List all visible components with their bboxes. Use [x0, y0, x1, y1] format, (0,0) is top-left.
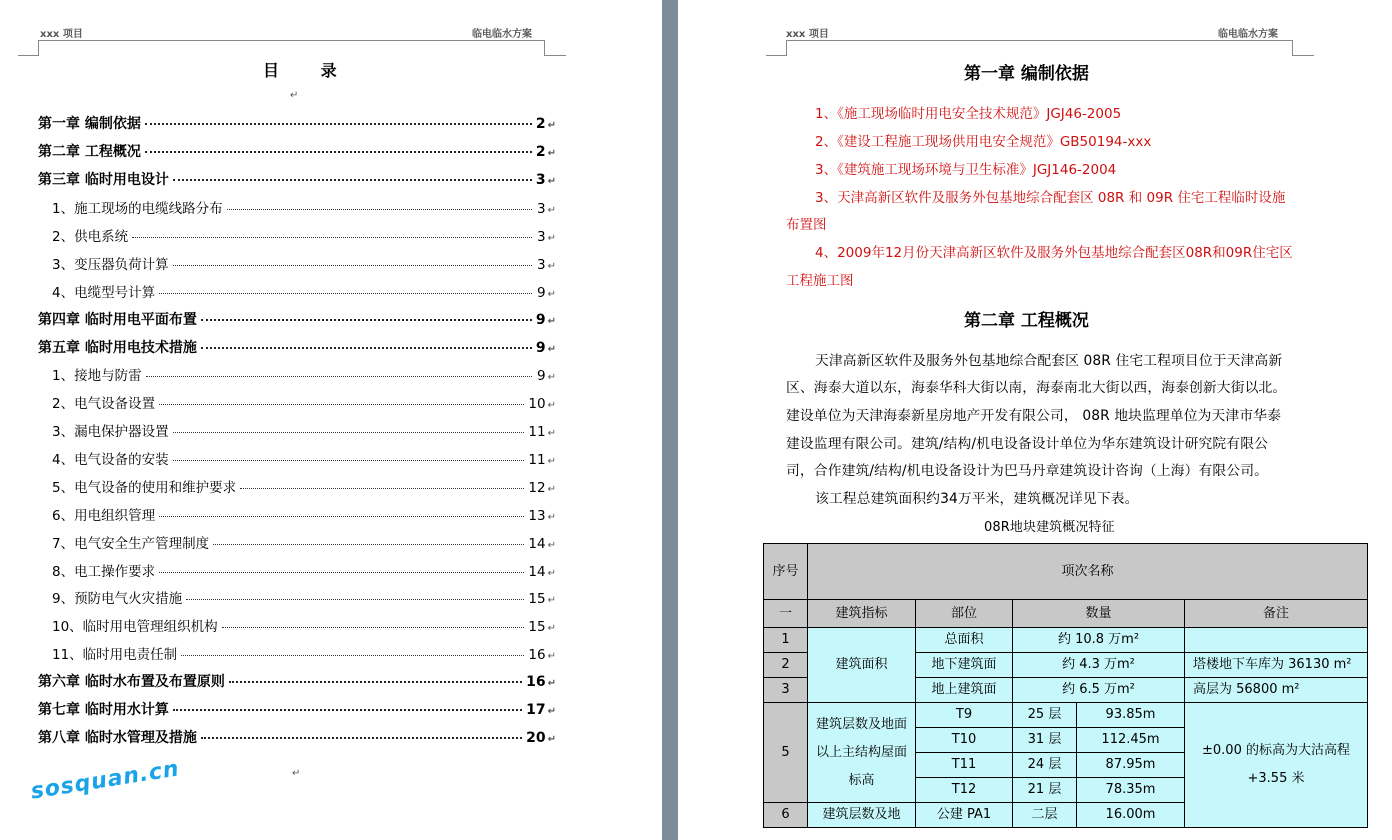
toc-dot-leader — [145, 123, 532, 125]
toc-page-number: 14 — [528, 564, 546, 580]
height-floors: 25 层 — [1013, 703, 1077, 728]
paragraph-mark: ↵ — [547, 233, 556, 244]
toc-chapter-entry[interactable] — [38, 309, 556, 331]
toc-chapter-entry[interactable] — [38, 141, 556, 163]
toc-entry-label: 第三章 临时用电设计 — [38, 172, 169, 188]
area-note: 高层为 56800 m² — [1185, 678, 1368, 703]
toc-section-entry[interactable] — [38, 504, 556, 526]
header-part: 部位 — [916, 600, 1013, 628]
header-corner-left — [38, 40, 39, 56]
body-text-line: 建设监理有限公司。建筑/结构/机电设备设计单位为华东建筑设计研究院有限公 — [786, 436, 1268, 452]
header-seq: 序号 — [764, 544, 808, 600]
row-seq: 2 — [764, 653, 808, 678]
height-part: T9 — [916, 703, 1013, 728]
area-group: 建筑面积 — [808, 628, 916, 703]
reference-item: 4、2009年12月份天津高新区软件及服务外包基地综合配套区08R和09R住宅区 — [815, 245, 1293, 261]
header-note: 备注 — [1185, 600, 1368, 628]
toc-section-entry[interactable] — [38, 392, 556, 414]
toc-dot-leader — [173, 179, 532, 181]
toc-entry-label: 3、漏电保护器设置 — [52, 424, 169, 440]
chapter1-title: 第一章 编制依据 — [964, 64, 1089, 84]
toc-title: 目 录 — [263, 61, 355, 80]
area-qty: 约 10.8 万m² — [1013, 628, 1185, 653]
paragraph-mark: ↵ — [547, 568, 556, 579]
toc-dot-leader — [159, 404, 524, 405]
toc-page-number: 2 — [535, 116, 546, 132]
toc-chapter-entry[interactable] — [38, 699, 556, 721]
toc-dot-leader — [222, 627, 525, 628]
last-floors: 二层 — [1013, 803, 1077, 828]
paragraph-mark: ↵ — [547, 678, 556, 689]
toc-dot-leader — [159, 516, 524, 517]
toc-section-entry[interactable] — [38, 615, 556, 637]
reference-item-cont: 布置图 — [786, 217, 827, 233]
toc-dot-leader — [159, 572, 524, 573]
toc-page-number: 16 — [528, 647, 546, 663]
toc-page-number: 13 — [528, 508, 546, 524]
toc-dot-leader — [146, 376, 532, 377]
toc-dot-leader — [240, 488, 524, 489]
paragraph-mark: ↵ — [547, 706, 556, 717]
header-project-left: xxx 项目 — [786, 29, 829, 40]
toc-page-number: 16 — [526, 674, 546, 690]
document-page-left — [0, 0, 662, 840]
toc-chapter-entry[interactable] — [38, 727, 556, 749]
page-gutter — [662, 0, 678, 840]
toc-page-number: 20 — [526, 730, 546, 746]
height-part: T11 — [916, 753, 1013, 778]
paragraph-mark: ↵ — [547, 400, 556, 411]
toc-dot-leader — [173, 432, 525, 433]
toc-page-number: 3 — [535, 172, 546, 188]
toc-page-number: 12 — [528, 480, 546, 496]
toc-page-number: 17 — [526, 702, 546, 718]
area-part: 地下建筑面 — [916, 653, 1013, 678]
toc-page-number: 14 — [528, 536, 546, 552]
toc-section-entry[interactable] — [38, 643, 556, 665]
paragraph-mark: ↵ — [547, 176, 556, 187]
paragraph-mark: ↵ — [547, 372, 556, 383]
area-qty: 约 6.5 万m² — [1013, 678, 1185, 703]
toc-entry-label: 第八章 临时水管理及措施 — [38, 730, 197, 746]
toc-page-number: 10 — [528, 396, 546, 412]
toc-entry-label: 2、供电系统 — [52, 229, 129, 245]
toc-page-number: 9 — [535, 312, 546, 328]
toc-entry-label: 9、预防电气火灾措施 — [52, 591, 183, 607]
paragraph-mark: ↵ — [547, 540, 556, 551]
paragraph-mark: ↵ — [547, 148, 556, 159]
paragraph-mark: ↵ — [547, 512, 556, 523]
toc-section-entry[interactable] — [38, 476, 556, 498]
toc-entry-label: 7、电气安全生产管理制度 — [52, 536, 210, 552]
header-title-right: 临电临水方案 — [472, 29, 532, 40]
toc-dot-leader — [181, 655, 524, 656]
paragraph-mark: ↵ — [547, 734, 556, 745]
toc-section-entry[interactable] — [38, 448, 556, 470]
header-corner-left — [786, 40, 787, 56]
paragraph-mark: ↵ — [547, 120, 556, 131]
height-floors: 21 层 — [1013, 778, 1077, 803]
toc-section-entry[interactable] — [38, 281, 556, 303]
paragraph-mark: ↵ — [547, 205, 556, 216]
toc-section-entry[interactable] — [38, 253, 556, 275]
reference-item: 1、《施工现场临时用电安全技术规范》JGJ46-2005 — [815, 106, 1122, 122]
header-corner-right — [1292, 40, 1293, 56]
paragraph-mark: ↵ — [547, 484, 556, 495]
area-part: 总面积 — [916, 628, 1013, 653]
toc-dot-leader — [213, 544, 524, 545]
toc-entry-label: 4、电气设备的安装 — [52, 452, 169, 468]
header-project-left: xxx 项目 — [40, 29, 83, 40]
header-margin-right — [544, 55, 566, 56]
toc-section-entry[interactable] — [38, 364, 556, 386]
reference-item: 3、天津高新区软件及服务外包基地综合配套区 08R 和 09R 住宅工程临时设施 — [815, 190, 1286, 206]
toc-entry-label: 11、临时用电责任制 — [52, 647, 178, 663]
area-part: 地上建筑面 — [916, 678, 1013, 703]
toc-page-number: 15 — [528, 591, 546, 607]
toc-entry-label: 第二章 工程概况 — [38, 144, 141, 160]
height-part: T12 — [916, 778, 1013, 803]
header-margin-right — [1292, 55, 1314, 56]
body-text-line: 该工程总建筑面积约34万平米，建筑概况详见下表。 — [815, 491, 1139, 507]
toc-dot-leader — [227, 209, 532, 210]
building-overview-table — [763, 543, 1368, 828]
area-note — [1185, 628, 1368, 653]
toc-chapter-entry[interactable] — [38, 113, 556, 135]
toc-entry-label: 6、用电组织管理 — [52, 508, 156, 524]
watermark-logo: sosquan.cn — [28, 756, 182, 805]
last-height: 16.00m — [1077, 803, 1185, 828]
height-floors: 31 层 — [1013, 728, 1077, 753]
toc-dot-leader — [173, 460, 525, 461]
paragraph-mark: ↵ — [292, 768, 301, 779]
toc-entry-label: 5、电气设备的使用和维护要求 — [52, 480, 237, 496]
height-group: 建筑层数及地面以上主结构屋面标高 — [808, 703, 916, 803]
toc-entry-label: 1、施工现场的电缆线路分布 — [52, 201, 223, 217]
height-floors: 24 层 — [1013, 753, 1077, 778]
row-seq: 5 — [764, 703, 808, 803]
toc-dot-leader — [229, 681, 522, 683]
toc-entry-label: 3、变压器负荷计算 — [52, 257, 169, 273]
toc-dot-leader — [145, 151, 532, 153]
toc-section-entry[interactable] — [38, 560, 556, 582]
paragraph-mark: ↵ — [290, 90, 299, 101]
header-index: 建筑指标 — [808, 600, 916, 628]
body-text-line: 区、海泰大道以东，海泰华科大街以南，海泰南北大街以西，海泰创新大街以北。 — [786, 380, 1287, 396]
toc-entry-label: 第七章 临时用水计算 — [38, 702, 169, 718]
height-value: 112.45m — [1077, 728, 1185, 753]
toc-section-entry[interactable] — [38, 225, 556, 247]
paragraph-mark: ↵ — [547, 289, 556, 300]
height-value: 93.85m — [1077, 703, 1185, 728]
paragraph-mark: ↵ — [547, 651, 556, 662]
toc-page-number: 15 — [528, 619, 546, 635]
chapter2-title: 第二章 工程概况 — [964, 311, 1089, 331]
area-note: 塔楼地下车库为 36130 m² — [1185, 653, 1368, 678]
toc-entry-label: 10、临时用电管理组织机构 — [52, 619, 218, 635]
reference-item: 2、《建设工程施工现场供用电安全规范》GB50194-xxx — [815, 134, 1152, 150]
paragraph-mark: ↵ — [547, 623, 556, 634]
toc-page-number: 3 — [537, 229, 546, 245]
reference-item: 3、《建筑施工现场环境与卫生标准》JGJ146-2004 — [815, 162, 1117, 178]
toc-entry-label: 第六章 临时水布置及布置原则 — [38, 674, 225, 690]
table-caption: 08R地块建筑概况特征 — [984, 520, 1115, 535]
toc-page-number: 3 — [537, 201, 546, 217]
row-seq: 1 — [764, 628, 808, 653]
toc-chapter-entry[interactable] — [38, 337, 556, 359]
header-margin-left — [766, 55, 786, 56]
toc-section-entry[interactable] — [38, 420, 556, 442]
toc-dot-leader — [173, 709, 522, 711]
header-corner-right — [544, 40, 545, 56]
last-part: 公建 PA1 — [916, 803, 1013, 828]
toc-dot-leader — [132, 237, 532, 238]
body-text-line: 司，合作建筑/结构/机电设备设计为巴马丹章建筑设计咨询（上海）有限公司。 — [786, 463, 1268, 479]
header-title-right: 临电临水方案 — [1218, 29, 1278, 40]
toc-entry-label: 第一章 编制依据 — [38, 116, 141, 132]
paragraph-mark: ↵ — [547, 456, 556, 467]
paragraph-mark: ↵ — [547, 595, 556, 606]
row-dash: 一 — [764, 600, 808, 628]
toc-section-entry[interactable] — [38, 197, 556, 219]
toc-entry-label: 8、电工操作要求 — [52, 564, 156, 580]
reference-item-cont: 工程施工图 — [786, 273, 854, 289]
toc-dot-leader — [186, 599, 524, 600]
area-qty: 约 4.3 万m² — [1013, 653, 1185, 678]
toc-page-number: 9 — [537, 368, 546, 384]
header-qty: 数量 — [1013, 600, 1185, 628]
toc-page-number: 11 — [528, 424, 546, 440]
toc-section-entry[interactable] — [38, 587, 556, 609]
toc-page-number: 2 — [535, 144, 546, 160]
header-items: 项次名称 — [808, 544, 1368, 600]
height-note: ±0.00 的标高为大沽高程+3.55 米 — [1185, 703, 1368, 828]
body-text-line: 建设单位为天津海泰新星房地产开发有限公司， 08R 地块监理单位为天津市华泰 — [786, 408, 1282, 424]
row-seq: 3 — [764, 678, 808, 703]
toc-entry-label: 4、电缆型号计算 — [52, 285, 156, 301]
paragraph-mark: ↵ — [547, 261, 556, 272]
last-group: 建筑层数及地 — [808, 803, 916, 828]
header-rule — [38, 40, 544, 41]
toc-page-number: 9 — [537, 285, 546, 301]
toc-dot-leader — [159, 293, 532, 294]
header-margin-left — [18, 55, 38, 56]
body-text-line: 天津高新区软件及服务外包基地综合配套区 08R 住宅工程项目位于天津高新 — [815, 353, 1283, 369]
toc-entry-label: 第五章 临时用电技术措施 — [38, 340, 197, 356]
paragraph-mark: ↵ — [547, 344, 556, 355]
toc-dot-leader — [173, 265, 532, 266]
toc-dot-leader — [201, 737, 522, 739]
toc-chapter-entry[interactable] — [38, 169, 556, 191]
height-value: 87.95m — [1077, 753, 1185, 778]
toc-dot-leader — [201, 347, 532, 349]
paragraph-mark: ↵ — [547, 316, 556, 327]
toc-entry-label: 1、接地与防雷 — [52, 368, 142, 384]
height-part: T10 — [916, 728, 1013, 753]
toc-chapter-entry[interactable] — [38, 671, 556, 693]
toc-page-number: 3 — [537, 257, 546, 273]
toc-page-number: 9 — [535, 340, 546, 356]
toc-dot-leader — [201, 319, 532, 321]
toc-entry-label: 第四章 临时用电平面布置 — [38, 312, 197, 328]
row-seq: 6 — [764, 803, 808, 828]
toc-section-entry[interactable] — [38, 532, 556, 554]
height-value: 78.35m — [1077, 778, 1185, 803]
paragraph-mark: ↵ — [547, 428, 556, 439]
toc-entry-label: 2、电气设备设置 — [52, 396, 156, 412]
toc-page-number: 11 — [528, 452, 546, 468]
header-rule — [786, 40, 1292, 41]
